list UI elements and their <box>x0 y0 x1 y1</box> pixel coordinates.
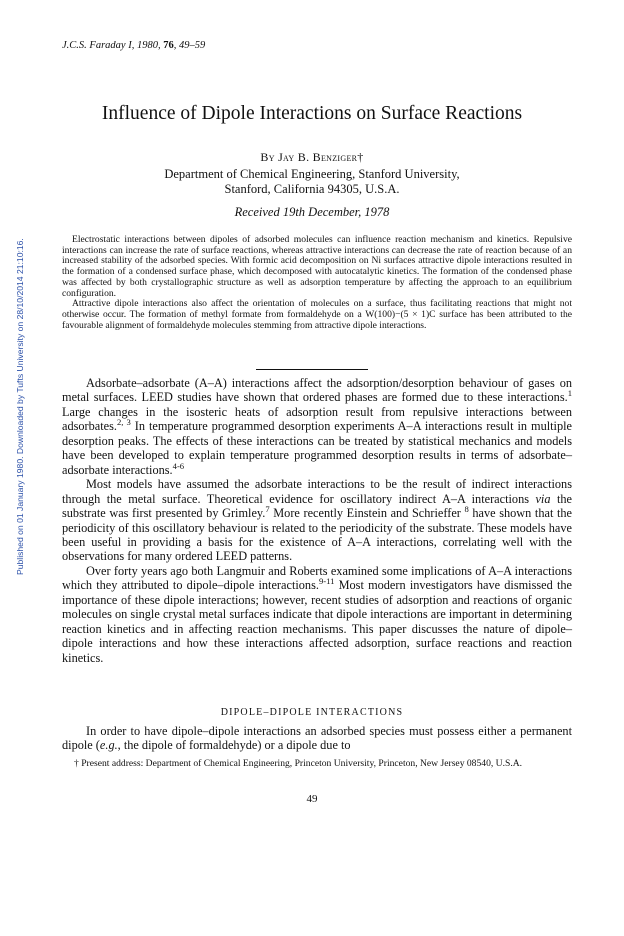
reference-marker[interactable]: 2, 3 <box>116 417 131 428</box>
published-notice-link[interactable]: Published on 01 January 1980. Downloaded by Tufts University on 28/10/2014 21:10:16. <box>15 238 25 575</box>
reference-marker[interactable]: 4-6 <box>172 460 185 471</box>
body-text <box>62 376 572 665</box>
section-body-text <box>62 724 572 753</box>
affiliation-line-1: Department of Chemical Engineering, Stanford University, <box>164 167 460 181</box>
article-byline: By Jay B. Benziger† <box>260 150 364 164</box>
abstract-paragraph-2: Attractive dipole interactions also affect the orientation of molecules on a surface, thus facilitating reactions that might not otherwise occur. The formation of methyl formate from formaldehyde on a W(100)−(5 × 1)C surface has been attributed to the favourable alignment of formaldehyde molecules stemming from attractive dipole interactions. <box>62 298 572 331</box>
section-heading: DIPOLE–DIPOLE INTERACTIONS <box>220 707 404 718</box>
reference-marker[interactable]: 9-11 <box>318 576 335 587</box>
body-paragraph-2: Most models have assumed the adsorbate interactions to be the result of indirect interactions through the metal surface. Theoretical evidence for oscillatory indirect A–A interactions via the substrate was first presented by Grimley.$^7$ More recently Einstein and Schrieffer $^8$ have shown that the periodicity of this oscillatory behaviour is related to the periodicity of the substrate. These models have been useful in providing a basis for the existence of A–A interactions, correlating well with the observations for many ordered LEED patterns. <box>62 477 572 564</box>
page-number: 49 <box>306 793 318 805</box>
section-divider <box>256 369 368 370</box>
body-paragraph-1: Adsorbate–adsorbate (A–A) interactions affect the adsorption/desorption behaviour of gases on metal surfaces. LEED studies have shown that ordered phases are formed due to these interactions.$^1$ Large changes in the isosteric heats of adsorption result from repulsive interactions between adsorbates.$^{2, 3}$ In temperature programmed desorption experiments A–A interactions result in multiple desorption peaks. The effects of these interactions can be treated by statistical mechanics and models have been developed to explain temperature programmed desorption results in terms of adsorbate–adsorbate interactions.$^{4-6}$ <box>62 376 572 477</box>
section-paragraph-1: In order to have dipole–dipole interactions an adsorbed species must possess either a permanent dipole (e.g., the dipole of formaldehyde) or a dipole due to <box>62 724 572 753</box>
reference-marker[interactable]: 1 <box>567 388 572 399</box>
body-paragraph-3: Over forty years ago both Langmuir and Roberts examined some implications of A–A interactions which they attributed to dipole–dipole interactions.$^{9-11}$ Most modern investigators have dismissed the importance of these dipole interactions; however, recent studies of adsorption and reactions of organic molecules on single crystal metal surfaces indicate that dipole interactions are important in determining reaction kinetics and in affecting reaction mechanisms. This paper discusses the nature of dipole–dipole interactions and how these interactions affected adsorption, surface reactions and reaction kinetics. <box>62 563 572 665</box>
reference-marker[interactable]: 8 <box>464 503 469 514</box>
abstract-paragraph-1: Electrostatic interactions between dipoles of adsorbed molecules can influence reaction mechanism and kinetics. Repulsive interactions can increase the rate of surface reactions, whereas attractive interactions can decrease the rate of reaction because of an increased stability of the adsorbed species. With formic acid decomposition on Ni surfaces attractive dipole interactions resulted in the formation of a condensed surface phase, which decomposed with autocatalytic kinetics. The formation of the condensed phase was affected by both crystallographic structure as well as adsorption temperature by affecting the approach to an equilibrium configuration. <box>62 234 572 299</box>
author-affiliation <box>0 167 624 197</box>
abstract <box>62 235 572 331</box>
footnote-text: † Present address: Department of Chemical Engineering, Princeton University, Princeton, New Jersey 08540, U.S.A. <box>74 758 523 769</box>
article-title: Influence of Dipole Interactions on Surface Reactions <box>101 103 523 124</box>
journal-citation: J.C.S. Faraday I, 1980, 76, 49–59 <box>62 40 206 51</box>
reference-marker[interactable]: 7 <box>265 503 270 514</box>
footnote <box>62 758 572 769</box>
received-date: Received 19th December, 1978 <box>234 205 390 219</box>
affiliation-line-2: Stanford, California 94305, U.S.A. <box>224 182 400 196</box>
